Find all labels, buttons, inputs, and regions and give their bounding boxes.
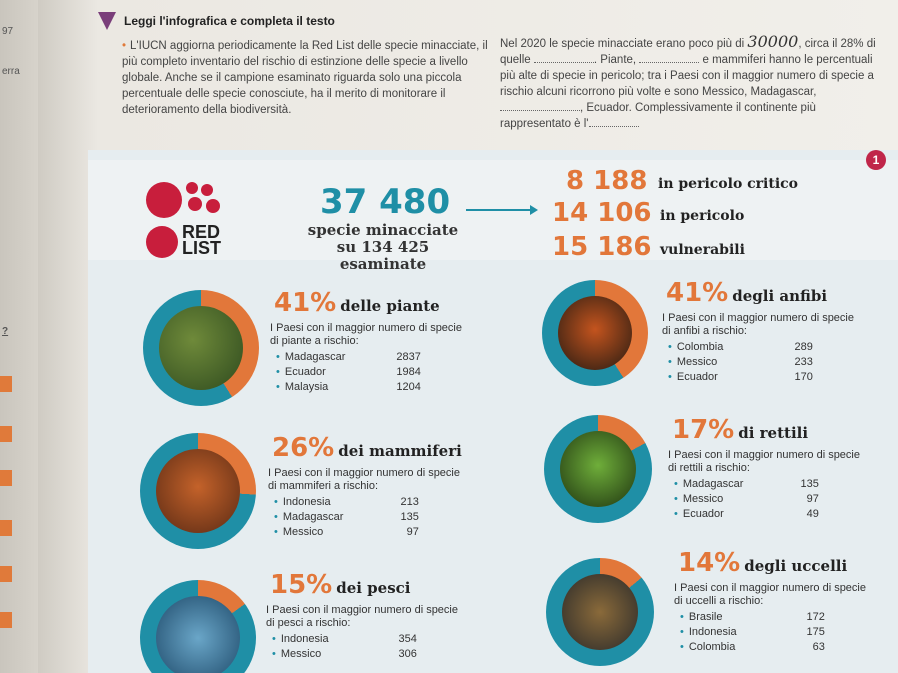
- right-text-part: , circa il 28% di quelle: [500, 38, 876, 66]
- country-row: [274, 510, 419, 525]
- intro-line: di rettili a rischio:: [668, 462, 750, 474]
- logo-shape: [188, 197, 202, 211]
- species-count: 175: [806, 626, 825, 638]
- species-count: 354: [398, 633, 417, 645]
- percent-donut-uccelli: [546, 558, 654, 666]
- bullet-icon: •: [272, 633, 276, 645]
- intro-line: I Paesi con il maggior numero di specie: [270, 322, 462, 334]
- country-list: [674, 477, 819, 522]
- country-name: Ecuador: [284, 366, 326, 378]
- bullet-icon: •: [274, 526, 278, 538]
- group-intro: [266, 604, 458, 630]
- margin-tab: [0, 376, 12, 392]
- margin-tab: [0, 470, 12, 486]
- country-name: Brasile: [688, 611, 723, 623]
- group-intro: [270, 322, 462, 348]
- uccelli-photo: [562, 574, 638, 650]
- logo-shape: [201, 184, 213, 196]
- species-count: 213: [400, 496, 419, 508]
- exercise-marker-icon: [98, 12, 116, 30]
- country-name: Ecuador: [682, 508, 724, 520]
- total-label: [298, 222, 468, 273]
- category-value: 8 188: [566, 166, 648, 196]
- margin-tab: [0, 426, 12, 442]
- fill-in-blank[interactable]: [500, 101, 580, 111]
- logo-circle-icon: [146, 226, 178, 258]
- percent-value: 26%: [272, 433, 335, 463]
- species-count: 306: [398, 648, 417, 660]
- fill-in-blank[interactable]: [639, 53, 699, 63]
- logo-shape: [146, 182, 182, 218]
- category-label: in pericolo: [660, 208, 745, 224]
- percent-donut-pesci: [140, 580, 256, 673]
- anfibi-photo: [558, 296, 632, 370]
- percent-heading: [272, 433, 462, 463]
- bullet-icon: •: [274, 511, 278, 523]
- country-name: Colombia: [676, 341, 724, 353]
- country-row: [668, 370, 813, 385]
- species-count: 97: [406, 526, 419, 538]
- country-name: Madagascar: [282, 511, 344, 523]
- country-name: Messico: [676, 356, 718, 368]
- bullet-icon: •: [674, 478, 678, 490]
- group-intro: [662, 312, 854, 338]
- bullet-icon: •: [680, 626, 684, 638]
- country-row: [276, 365, 421, 380]
- percent-heading: [274, 288, 440, 318]
- bullet-icon: •: [276, 366, 280, 378]
- country-row: [680, 640, 825, 655]
- intro-line: di pesci a rischio:: [266, 617, 351, 629]
- right-text-part: e mammiferi hanno le percentuali più alte di specie in pericolo; tra i Paesi con il maggior numero di specie a rischio alcuni ricorrono più volte e sono Messico, Madagascar,: [500, 54, 874, 98]
- left-paragraph-text: L'IUCN aggiorna periodicamente la Red List delle specie minacciate, il più completo inventario del rischio di estinzione delle specie a livello globale. Anche se il campione esaminato riguarda solo una piccola percentuale delle specie conosciute, ha il merito di monitorare il deterioramento della biodiversità.: [122, 40, 488, 116]
- logo-shape: [186, 182, 198, 194]
- right-text-part: Nel 2020 le specie minacciate erano poco più di: [500, 38, 745, 50]
- piante-photo: [159, 306, 243, 390]
- infographic-panel: [88, 150, 898, 673]
- bullet-icon: •: [276, 381, 280, 393]
- percent-label: dei mammiferi: [338, 442, 462, 460]
- exercise-title: Leggi l'infografica e completa il testo: [124, 14, 335, 28]
- country-name: Madagascar: [284, 351, 346, 363]
- species-count: 63: [812, 641, 825, 653]
- country-row: [668, 355, 813, 370]
- percent-label: degli anfibi: [732, 287, 828, 305]
- exercise-left-paragraph: [122, 38, 492, 118]
- bullet-icon: •: [276, 351, 280, 363]
- country-name: Messico: [682, 493, 724, 505]
- country-name: Ecuador: [676, 371, 718, 383]
- intro-line: I Paesi con il maggior numero di specie: [662, 312, 854, 324]
- percent-label: delle piante: [340, 297, 440, 315]
- percent-donut-piante: [143, 290, 259, 406]
- logo-text-line: RED: [182, 222, 221, 242]
- margin-tab: [0, 612, 12, 628]
- margin-tab: [0, 566, 12, 582]
- rettili-photo: [560, 431, 636, 507]
- group-intro: [674, 582, 866, 608]
- country-row: [274, 525, 419, 540]
- bullet-icon: •: [668, 356, 672, 368]
- percent-heading: [666, 278, 827, 308]
- total-threatened: 37 480: [320, 182, 451, 222]
- arrow-right-icon: [466, 209, 536, 211]
- bullet-icon: •: [680, 641, 684, 653]
- bullet-icon: •: [668, 341, 672, 353]
- total-label-line: specie minacciate: [307, 221, 459, 239]
- exercise-header: [98, 12, 335, 30]
- mammiferi-photo: [156, 449, 240, 533]
- percent-value: 15%: [270, 570, 333, 600]
- previous-page-margin: [0, 0, 38, 673]
- intro-line: di anfibi a rischio:: [662, 325, 747, 337]
- percent-donut-anfibi: [542, 280, 648, 386]
- bullet-icon: •: [122, 40, 127, 52]
- group-intro: [668, 449, 860, 475]
- intro-line: I Paesi con il maggior numero di specie: [674, 582, 866, 594]
- species-count: 289: [794, 341, 813, 353]
- intro-line: di mammiferi a rischio:: [268, 480, 379, 492]
- logo-text: [182, 224, 221, 256]
- percent-label: dei pesci: [336, 579, 411, 597]
- country-row: [674, 507, 819, 522]
- country-name: Madagascar: [682, 478, 744, 490]
- percent-heading: [678, 548, 847, 578]
- intro-line: di piante a rischio:: [270, 335, 359, 347]
- country-name: Indonesia: [688, 626, 737, 638]
- country-name: Messico: [280, 648, 322, 660]
- country-list: [276, 350, 421, 395]
- country-row: [276, 380, 421, 395]
- bullet-icon: •: [668, 371, 672, 383]
- category-value: 14 106: [552, 198, 652, 228]
- percent-value: 41%: [274, 288, 337, 318]
- country-row: [674, 492, 819, 507]
- totals-band: [88, 160, 898, 273]
- logo-shape: [206, 199, 220, 213]
- percent-value: 17%: [672, 415, 735, 445]
- page-number: 97: [2, 26, 14, 37]
- country-row: [272, 647, 417, 662]
- country-row: [680, 610, 825, 625]
- country-name: Indonesia: [282, 496, 331, 508]
- species-count: 1984: [396, 366, 421, 378]
- right-text-part: . Piante,: [593, 54, 637, 66]
- country-name: Messico: [282, 526, 324, 538]
- percent-donut-mammiferi: [140, 433, 256, 549]
- percent-heading: [672, 415, 808, 445]
- country-list: [272, 632, 417, 662]
- country-name: Colombia: [688, 641, 736, 653]
- category-value: 15 186: [552, 232, 652, 262]
- bullet-icon: •: [272, 648, 276, 660]
- margin-question-mark: ?: [2, 326, 9, 337]
- percent-value: 14%: [678, 548, 741, 578]
- species-count: 1204: [396, 381, 421, 393]
- total-label-line: su 134 425 esaminate: [336, 238, 430, 273]
- intro-line: I Paesi con il maggior numero di specie: [668, 449, 860, 461]
- red-list-logo: [146, 182, 236, 262]
- bullet-icon: •: [674, 508, 678, 520]
- percent-label: di rettili: [738, 424, 809, 442]
- country-row: [274, 495, 419, 510]
- species-count: 2837: [396, 351, 421, 363]
- country-list: [274, 495, 419, 540]
- group-intro: [268, 467, 460, 493]
- handwritten-answer: 30000: [747, 32, 799, 51]
- species-count: 233: [794, 356, 813, 368]
- exercise-number-badge: 1: [866, 150, 886, 170]
- species-count: 49: [806, 508, 819, 520]
- species-count: 172: [806, 611, 825, 623]
- percent-donut-rettili: [544, 415, 652, 523]
- percent-label: degli uccelli: [744, 557, 848, 575]
- country-row: [272, 632, 417, 647]
- pesci-photo: [156, 596, 240, 673]
- category-label: in pericolo critico: [658, 176, 799, 192]
- intro-line: di uccelli a rischio:: [674, 595, 764, 607]
- intro-line: I Paesi con il maggior numero di specie: [266, 604, 458, 616]
- species-count: 97: [806, 493, 819, 505]
- country-name: Malaysia: [284, 381, 329, 393]
- country-list: [680, 610, 825, 655]
- country-row: [680, 625, 825, 640]
- margin-word: erra: [2, 66, 20, 77]
- margin-tab: [0, 520, 12, 536]
- species-count: 135: [800, 478, 819, 490]
- right-text-part: Complessivamente il continente più rappresentato è l': [500, 102, 816, 130]
- right-text-part: , Ecuador.: [580, 102, 632, 114]
- species-count: 170: [794, 371, 813, 383]
- intro-line: I Paesi con il maggior numero di specie: [268, 467, 460, 479]
- country-list: [668, 340, 813, 385]
- country-row: [276, 350, 421, 365]
- country-row: [668, 340, 813, 355]
- bullet-icon: •: [680, 611, 684, 623]
- textbook-page: [38, 0, 898, 673]
- country-name: Indonesia: [280, 633, 329, 645]
- fill-in-blank[interactable]: [589, 117, 639, 127]
- bullet-icon: •: [274, 496, 278, 508]
- country-row: [674, 477, 819, 492]
- species-count: 135: [400, 511, 419, 523]
- logo-text-line: LIST: [182, 238, 221, 258]
- bullet-icon: •: [674, 493, 678, 505]
- exercise-right-paragraph: [500, 34, 890, 132]
- percent-heading: [270, 570, 411, 600]
- category-label: vulnerabili: [660, 242, 745, 258]
- percent-value: 41%: [666, 278, 729, 308]
- fill-in-blank[interactable]: [534, 53, 594, 63]
